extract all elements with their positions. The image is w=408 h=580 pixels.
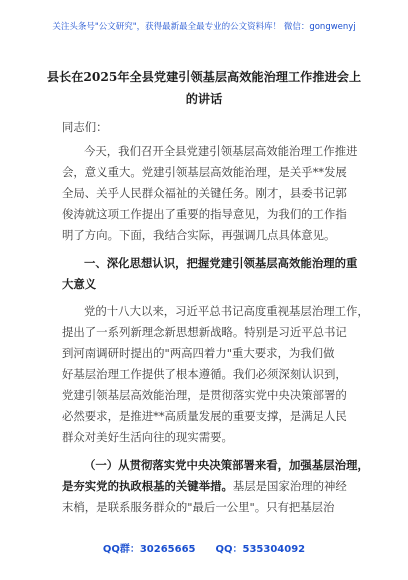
para2-line: 必然要求，是推进**高质量发展的重要支撑，是满足人民 (62, 409, 347, 423)
para1-line: 明了方向。下面，我结合实际，再强调几点具体意见。 (62, 228, 336, 242)
document-title-line1: 县长在2025年全县党建引领基层高效能治理工作推进会上 (46, 70, 362, 84)
para1-line: 俊涛就这项工作提出了重要的指导意见，为我们的工作指 (62, 207, 347, 221)
sub1-heading-line: （一）从贯彻落实党中央决策部署来看，加强基层治理， (84, 458, 369, 472)
header-banner: 关注头条号"公文研究"，获得最新最全最专业的公文资料库！ 微信：gongwenyj (52, 22, 356, 32)
footer-qq: QQ：535304092 (215, 544, 306, 555)
para1-line: 会，意义重大。党建引领基层高效能治理，是关乎**发展 (62, 165, 347, 179)
footer-qq-group: QQ群：30265665 (102, 544, 196, 555)
para3-line: 末梢，是联系服务群众的"最后一公里"。只有把基层治 (62, 500, 335, 514)
para1-line: 今天，我们召开全县党建引领基层高效能治理工作推进 (84, 144, 358, 158)
para2-line: 到河南调研时提出的"两高四着力"重大要求，为我们做 (62, 346, 335, 360)
section1-heading-line: 大意义 (62, 277, 97, 291)
footer-contact (0, 540, 408, 555)
para2-line: 群众对美好生活向往的现实需要。 (62, 430, 233, 444)
sub1-heading-tail: 是夯实党的执政根基的关键举措。 (62, 479, 233, 493)
document-title-line2: 的讲话 (185, 92, 223, 106)
salutation: 同志们： (62, 120, 108, 134)
para2-line: 党建引领基层高效能治理，是贯彻落实党中央决策部署的 (62, 388, 347, 402)
para2-line: 党的十八大以来，习近平总书记高度重视基层治理工作， (84, 304, 369, 318)
para3-line1-text: 基层是国家治理的神经 (232, 479, 347, 493)
para2-line: 好基层治理工作提供了根本遵循。我们必须深刻认识到， (62, 367, 347, 381)
para2-line: 提出了一系列新理念新思想新战略。特别是习近平总书记 (62, 325, 347, 339)
para1-line: 全局、关乎人民群众福祉的关键任务。刚才，县委书记郭 (62, 186, 347, 200)
sub1-heading-and-text-line (62, 479, 347, 493)
section1-heading-line: 一、深化思想认识，把握党建引领基层高效能治理的重 (84, 256, 358, 270)
